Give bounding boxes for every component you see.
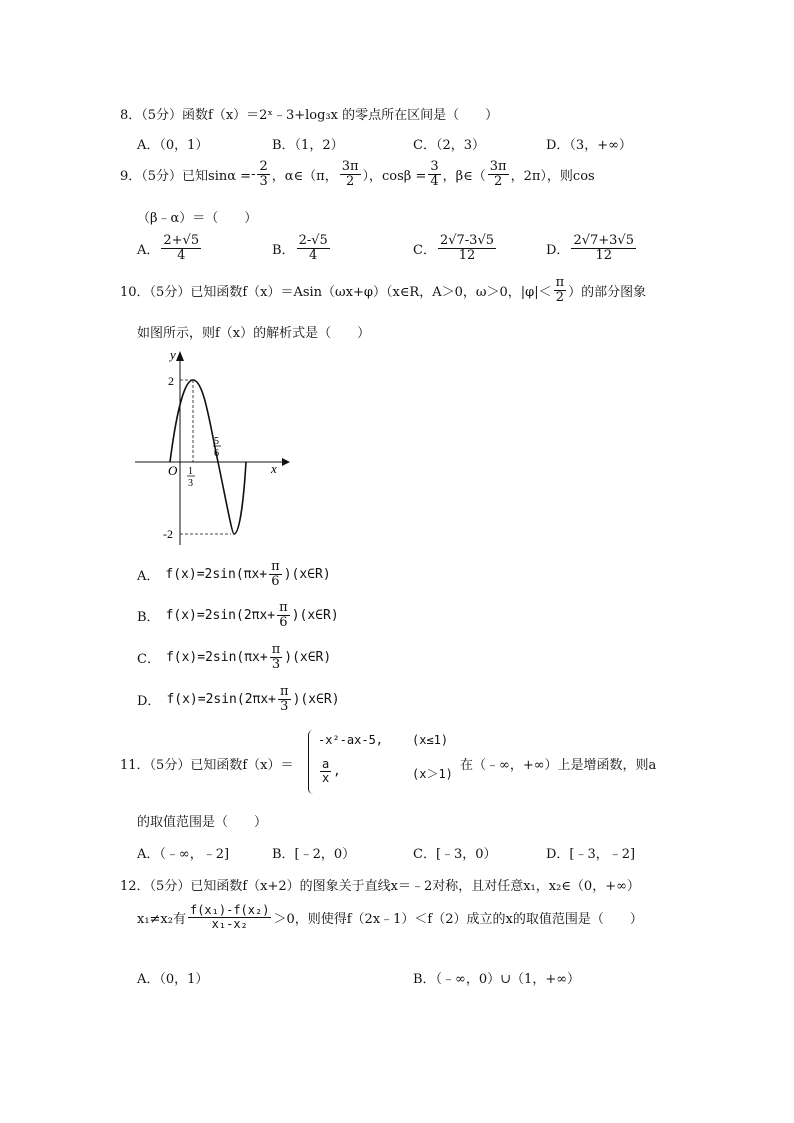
- q11-option-b: B．[﹣2，0）: [272, 847, 356, 862]
- q9-beta-fraction: $\frac{3\pi}{2}$: [489, 159, 507, 189]
- q11-cond-1: (x≤1): [412, 733, 449, 747]
- x-axis-label: x: [271, 461, 277, 476]
- question-11-tail: 在（﹣∞，+∞）上是增函数，则a: [460, 758, 657, 773]
- q10-option-d: D． f(x)=2sin(2πx+ $\frac{\pi}{3}$ )(x∈R): [137, 684, 340, 714]
- q8-option-b: B．（1，2）: [272, 138, 344, 153]
- q12-option-a: A．（0，1）: [137, 972, 209, 987]
- question-10-stem: 10．（5分）已知函数f（x）＝Asin（ωx+φ）（x∈R，A＞0，ω＞0，|φ|＜ $\frac{\pi}{2}$ ）的部分图象: [120, 275, 647, 305]
- q9-alpha-fraction: $\frac{3\pi}{2}$: [341, 159, 359, 189]
- q8-option-a: A．（0，1）: [137, 138, 209, 153]
- q9-cos-part: ），cosβ =: [362, 168, 427, 184]
- q10-option-c: C． f(x)=2sin(πx+ $\frac{\pi}{3}$ )(x∈R): [137, 642, 332, 672]
- question-11-line2: 的取值范围是（ ）: [137, 815, 268, 830]
- q9-option-d: D． $\frac{2√7+3√5}{12}$: [546, 233, 634, 263]
- q11-brace: [308, 730, 313, 794]
- y-max-label: 2: [168, 374, 174, 388]
- question-12-line2: x₁≠x₂有 $\frac{\text{f(x₁)-f(x₂)}}{\text{x₁-x₂}}$ ＞0，则使得f（2x﹣1）＜f（2）成立的x的取值范围是（ ）: [137, 903, 643, 931]
- question-12-stem: 12．（5分）已知函数f（x+2）的图象关于直线x＝﹣2对称，且对任意x₁，x₂∈（0，+∞）: [120, 879, 640, 894]
- question-8-stem: 8．（5分）函数f（x）＝2ˣ﹣3+log₃x 的零点所在区间是（ ）: [120, 108, 499, 123]
- q12-option-b: B．（﹣∞，0）∪（1，+∞）: [413, 972, 581, 987]
- q9-alpha-range: ，α∈（π，: [271, 168, 338, 184]
- origin-label: O: [168, 463, 178, 478]
- q9-sin-sign: -: [251, 166, 256, 182]
- q9-sin-fraction: $\frac{2}{3}$: [259, 159, 268, 189]
- q9-tail: ，2π），则cos: [510, 168, 595, 184]
- q11-option-d: D．[﹣3，﹣2]: [546, 847, 636, 862]
- q11-case-1: -x²-ax-5,: [318, 733, 384, 747]
- q9-option-c: C． $\frac{2√7-3√5}{12}$: [413, 233, 494, 263]
- q11-option-c: C．[﹣3，0）: [413, 847, 497, 862]
- q10-option-b: B． f(x)=2sin(2πx+ $\frac{\pi}{6}$ )(x∈R): [137, 600, 339, 630]
- q9-option-a: A． $\frac{2+√5}{4}$: [137, 233, 200, 263]
- q9-beta-range: ，β∈（: [442, 168, 486, 184]
- q9-prefix: 9．（5分）已知sinα =: [120, 168, 252, 184]
- y-axis-label: y: [170, 347, 176, 362]
- q11-case-2: $\frac{a}{x}$ ,: [322, 757, 341, 785]
- question-11-stem: 11．（5分）已知函数f（x）＝: [120, 758, 294, 773]
- q8-option-d: D．（3，+∞）: [546, 138, 632, 153]
- tick-5-6-den: 6: [214, 448, 219, 459]
- q9-cos-fraction: $\frac{3}{4}$: [430, 159, 439, 189]
- q11-cond-2: (x＞1): [412, 767, 453, 781]
- q12-fraction: $\frac{\text{f(x₁)-f(x₂)}}{\text{x₁-x₂}}$: [189, 903, 270, 931]
- question-9-line2: （β﹣α）＝（ ）: [137, 211, 258, 226]
- question-10-line2: 如图所示，则f（x）的解析式是（ ）: [137, 326, 371, 341]
- q8-option-c: C．（2，3）: [413, 138, 485, 153]
- tick-1-3-num: 1: [188, 466, 193, 477]
- tick-5-6-num: 5: [214, 436, 219, 447]
- q10-option-a: A． f(x)=2sin(πx+ $\frac{\pi}{6}$ )(x∈R): [137, 559, 331, 589]
- q11-option-a: A．（﹣∞，﹣2]: [137, 847, 230, 862]
- question-9-stem: [120, 160, 595, 188]
- q10-phi-fraction: $\frac{\pi}{2}$: [555, 275, 565, 305]
- y-min-label: -2: [163, 527, 173, 541]
- sine-graph: [130, 345, 290, 550]
- q9-option-b: B． $\frac{2-√5}{4}$: [272, 233, 328, 263]
- tick-1-3-den: 3: [188, 478, 193, 489]
